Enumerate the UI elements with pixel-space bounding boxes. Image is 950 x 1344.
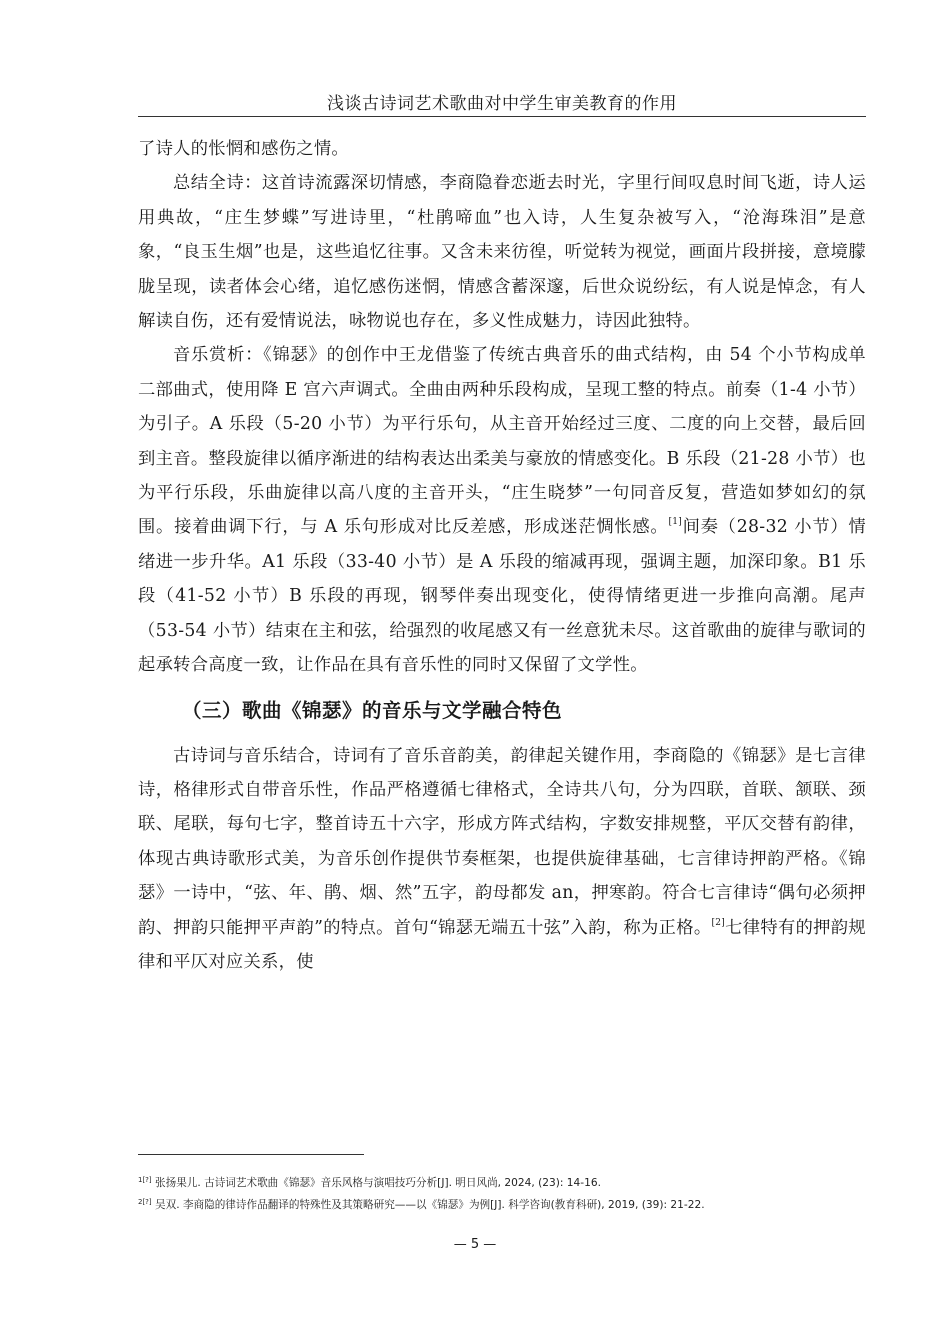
header-rule	[138, 116, 866, 117]
footnote-2-mark: 2[?]	[138, 1198, 152, 1206]
footnote-rule	[138, 1154, 364, 1155]
paragraph-music-literature-part2: 七律特有的押韵规律和平仄对应关系，使	[138, 917, 866, 972]
footnotes	[138, 1171, 878, 1215]
section-heading: （三）歌曲《锦瑟》的音乐与文学融合特色	[182, 698, 563, 722]
paragraph-music-literature-part1: 古诗词与音乐结合，诗词有了音乐音韵美，韵律起关键作用，李商隐的《锦瑟》是七言律诗，格律形式自带音乐性，作品严格遵循七律格式，全诗共八句，分为四联，首联、颔联、颈联、尾联，每句七字，整首诗五十六字，形成方阵式结构，字数安排规整，平仄交替有韵律，体现古典诗歌形式美，为音乐创作提供节奏框架，也提供旋律基础，七言律诗押韵严格。《锦瑟》一诗中，“弦、年、鹃、烟、然”五字，韵母都发 an，押寒韵。符合七言律诗“偶句必须押韵、押韵只能押平声韵”的特点。首句“锦瑟无端五十弦”入韵，称为正格。	[138, 745, 866, 938]
body-text	[138, 132, 866, 979]
paragraph-poem-summary: 总结全诗：这首诗流露深切情感，李商隐眷恋逝去时光，字里行间叹息时间飞逝，诗人运用典故，“庄生梦蝶”写进诗里，“杜鹃啼血”也入诗，人生复杂被写入，“沧海珠泪”是意象，“良玉生烟”也是，这些追忆往事。又含未来彷徨，听觉转为视觉，画面片段拼接，意境朦胧呈现，读者体会心绪，追忆感伤迷惘，情感含蓄深邃，后世众说纷纭，有人说是悼念，有人解读自伤，还有爱情说法，咏物说也存在，多义性成魅力，诗因此独特。	[138, 173, 866, 332]
paragraph-music-analysis	[138, 338, 866, 682]
paragraph-continuation: 了诗人的怅惘和感伤之情。	[138, 139, 349, 159]
page-number: — 5 —	[453, 1237, 497, 1252]
running-header: 浅谈古诗词艺术歌曲对中学生审美教育的作用	[327, 94, 677, 114]
footnote-2-text: 吴双. 李商隐的律诗作品翻译的特殊性及其策略研究——以《锦瑟》为例[J]. 科学咨询(教育科研), 2019, (39): 21-22.	[155, 1199, 705, 1211]
footnote-1	[138, 1171, 878, 1193]
citation-ref-1[interactable]: [1]	[668, 517, 683, 528]
footnote-2	[138, 1193, 878, 1215]
footnote-1-text: 张扬果儿. 古诗词艺术歌曲《锦瑟》音乐风格与演唱技巧分析[J]. 明日风尚, 2024, (23): 14-16.	[155, 1177, 601, 1189]
paragraph-music-analysis-part2: 间奏（28-32 小节）情绪进一步升华。A1 乐段（33-40 小节）是 A 乐段的缩减再现，强调主题，加深印象。B1 乐段（41-52 小节）B 乐段的再现，钢琴伴奏出现变化，使得情绪更进一步推向高潮。尾声（53-54 小节）结束在主和弦，给强烈的收尾感又有一丝意犹未尽。这首歌曲的旋律与歌词的起承转合高度一致，让作品在具有音乐性的同时又保留了文学性。	[138, 517, 866, 676]
paragraph-music-analysis-part1: 音乐赏析：《锦瑟》的创作中王龙借鉴了传统古典音乐的曲式结构，由 54 个小节构成单二部曲式，使用降 E 宫六声调式。全曲由两种乐段构成，呈现工整的特点。前奏（1-4 小节）为引子。A 乐段（5-20 小节）为平行乐句，从主音开始经过三度、二度的向上交替，最后回到主音。整段旋律以循序渐进的结构表达出柔美与豪放的情感变化。B 乐段（21-28 小节）也为平行乐段，乐曲旋律以高八度的主音开头，“庄生晓梦”一句同音反复，营造如梦如幻的氛围。接着曲调下行，与 A 乐句形成对比反差感，形成迷茫惆怅感。	[138, 345, 866, 538]
footnote-1-mark: 1[?]	[138, 1176, 152, 1184]
paragraph-music-literature	[138, 739, 866, 980]
citation-ref-2[interactable]: [2]	[711, 917, 726, 928]
